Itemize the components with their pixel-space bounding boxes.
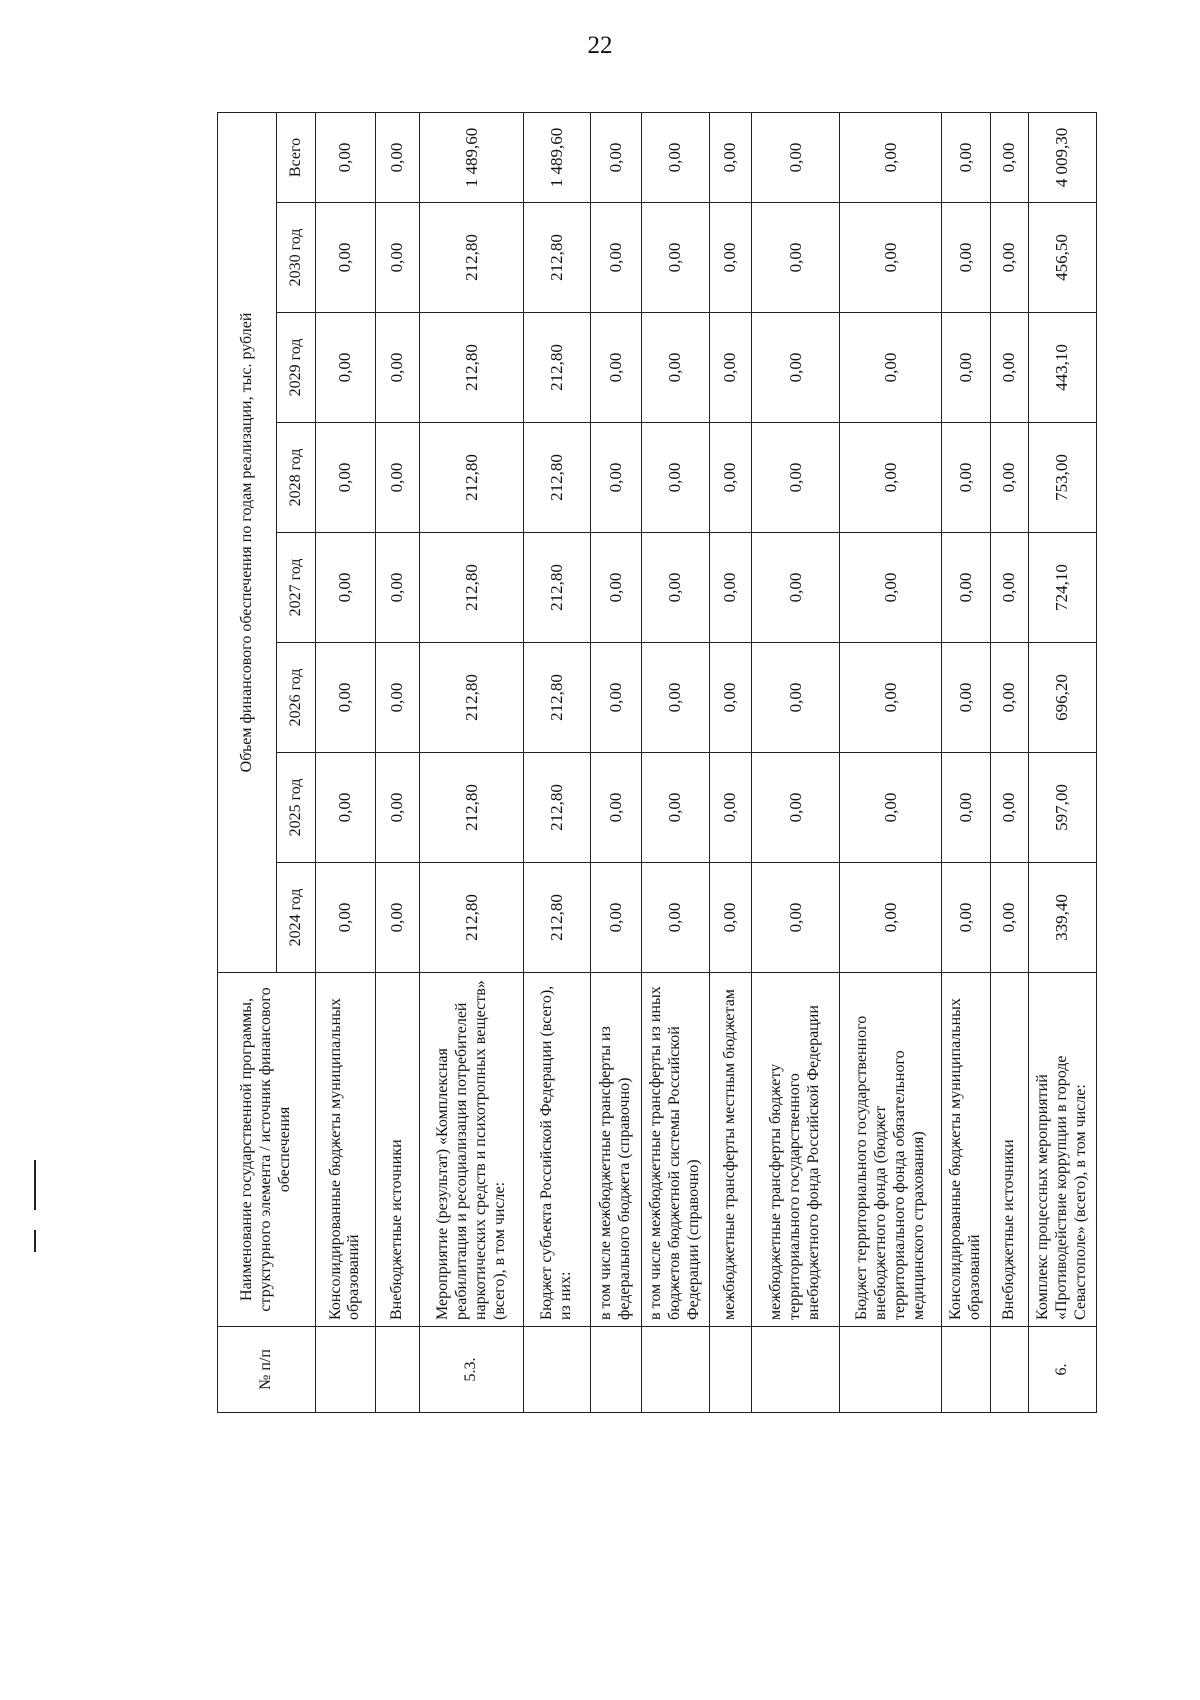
- row-number: [641, 1327, 709, 1413]
- row-number: [316, 1327, 376, 1413]
- row-total-value: 0,00: [709, 112, 751, 202]
- row-year-value: 0,00: [942, 863, 991, 973]
- row-number: [524, 1327, 590, 1413]
- header-year: 2024 год: [277, 863, 316, 973]
- row-year-value: 339,40: [1028, 863, 1096, 973]
- page-number: 22: [587, 32, 613, 59]
- row-year-value: 0,00: [375, 863, 419, 973]
- row-year-value: 0,00: [709, 643, 751, 753]
- table-row: [316, 112, 376, 1412]
- row-name: Мероприятие (результат) «Комплексная реабилитация и ресоциализация потребителей наркотических средств и психотропных веществ» (всего), в том числе:: [420, 973, 524, 1327]
- header-group-title: Объем финансового обеспечения по годам реализации, тыс. рублей: [218, 112, 277, 972]
- row-total-value: 0,00: [991, 112, 1029, 202]
- row-name: Консолидированные бюджеты муниципальных образований: [942, 973, 991, 1327]
- table-body: [316, 112, 1097, 1412]
- row-year-value: 0,00: [991, 533, 1029, 643]
- row-year-value: 0,00: [375, 313, 419, 423]
- row-name: межбюджетные трансферты бюджету территориального государственного внебюджетного фонда Российской Федерации: [751, 973, 840, 1327]
- row-year-value: 212,80: [524, 753, 590, 863]
- table-row: [1028, 112, 1096, 1412]
- table-row: [942, 112, 991, 1412]
- table-row: [840, 112, 942, 1412]
- row-year-value: 0,00: [590, 753, 641, 863]
- row-year-value: 0,00: [751, 203, 840, 313]
- row-year-value: 0,00: [641, 533, 709, 643]
- row-year-value: 0,00: [590, 863, 641, 973]
- row-year-value: 0,00: [375, 423, 419, 533]
- row-year-value: 0,00: [709, 423, 751, 533]
- row-year-value: 0,00: [316, 203, 376, 313]
- row-year-value: 0,00: [991, 863, 1029, 973]
- row-year-value: 0,00: [991, 643, 1029, 753]
- row-name: Комплекс процессных мероприятий «Противодействие коррупции в городе Севастополе» (всего), в том числе:: [1028, 973, 1096, 1327]
- row-year-value: 0,00: [709, 863, 751, 973]
- header-year: 2028 год: [277, 423, 316, 533]
- row-year-value: 212,80: [420, 313, 524, 423]
- row-year-value: 0,00: [316, 753, 376, 863]
- row-year-value: 456,50: [1028, 203, 1096, 313]
- header-year: 2025 год: [277, 753, 316, 863]
- financing-table: [217, 112, 1097, 1413]
- row-year-value: 0,00: [751, 643, 840, 753]
- row-total-value: 0,00: [840, 112, 942, 202]
- row-year-value: 0,00: [840, 313, 942, 423]
- row-year-value: 0,00: [641, 203, 709, 313]
- row-year-value: 0,00: [942, 313, 991, 423]
- table-row: [375, 112, 419, 1412]
- row-number: [751, 1327, 840, 1413]
- row-year-value: 0,00: [590, 423, 641, 533]
- row-number: [942, 1327, 991, 1413]
- header-year: 2030 год: [277, 203, 316, 313]
- row-year-value: 212,80: [420, 533, 524, 643]
- row-year-value: 212,80: [524, 203, 590, 313]
- table-row: [641, 112, 709, 1412]
- row-year-value: 0,00: [641, 313, 709, 423]
- row-name: в том числе межбюджетные трансферты из иных бюджетов бюджетной системы Российской Федерации (справочно): [641, 973, 709, 1327]
- row-year-value: 0,00: [590, 533, 641, 643]
- row-number: [840, 1327, 942, 1413]
- row-year-value: 0,00: [316, 313, 376, 423]
- row-year-value: 0,00: [751, 753, 840, 863]
- table-row: [420, 112, 524, 1412]
- row-year-value: 0,00: [316, 643, 376, 753]
- row-year-value: 443,10: [1028, 313, 1096, 423]
- row-year-value: 0,00: [709, 753, 751, 863]
- row-number: 6.: [1028, 1327, 1096, 1413]
- row-year-value: 212,80: [524, 643, 590, 753]
- row-year-value: 0,00: [942, 203, 991, 313]
- row-year-value: 212,80: [420, 203, 524, 313]
- row-name: в том числе межбюджетные трансферты из федерального бюджета (справочно): [590, 973, 641, 1327]
- row-year-value: 0,00: [991, 423, 1029, 533]
- row-year-value: 0,00: [840, 533, 942, 643]
- row-year-value: 0,00: [751, 863, 840, 973]
- row-year-value: 753,00: [1028, 423, 1096, 533]
- row-total-value: 1 489,60: [420, 112, 524, 202]
- row-year-value: 212,80: [420, 753, 524, 863]
- table-row: [751, 112, 840, 1412]
- row-year-value: 0,00: [641, 423, 709, 533]
- row-year-value: 0,00: [375, 643, 419, 753]
- row-year-value: 0,00: [709, 203, 751, 313]
- row-year-value: 0,00: [840, 863, 942, 973]
- row-year-value: 0,00: [942, 423, 991, 533]
- row-year-value: 0,00: [709, 533, 751, 643]
- row-year-value: 212,80: [420, 863, 524, 973]
- row-total-value: 0,00: [590, 112, 641, 202]
- header-name: Наименование государственной программы, структурного элемента / источник финансового обеспечения: [218, 973, 316, 1327]
- row-year-value: 0,00: [590, 643, 641, 753]
- row-year-value: 0,00: [991, 203, 1029, 313]
- header-year: 2026 год: [277, 643, 316, 753]
- row-year-value: 212,80: [524, 533, 590, 643]
- row-total-value: 0,00: [751, 112, 840, 202]
- row-year-value: 212,80: [420, 643, 524, 753]
- financing-table-rotated: [217, 113, 1097, 1413]
- row-number: [375, 1327, 419, 1413]
- row-year-value: 0,00: [840, 753, 942, 863]
- row-name: Бюджет субъекта Российской Федерации (всего), из них:: [524, 973, 590, 1327]
- row-year-value: 0,00: [942, 643, 991, 753]
- row-total-value: 4 009,30: [1028, 112, 1096, 202]
- row-year-value: 0,00: [751, 533, 840, 643]
- row-number: [590, 1327, 641, 1413]
- row-year-value: 0,00: [840, 203, 942, 313]
- row-number: [991, 1327, 1029, 1413]
- row-number: 5.3.: [420, 1327, 524, 1413]
- margin-mark-short: [34, 1230, 36, 1252]
- row-total-value: 0,00: [316, 112, 376, 202]
- row-name: межбюджетные трансферты местным бюджетам: [709, 973, 751, 1327]
- row-year-value: 212,80: [420, 423, 524, 533]
- row-total-value: 0,00: [641, 112, 709, 202]
- row-year-value: 0,00: [590, 203, 641, 313]
- row-year-value: 212,80: [524, 313, 590, 423]
- row-year-value: 724,10: [1028, 533, 1096, 643]
- table-row: [590, 112, 641, 1412]
- row-year-value: 0,00: [991, 313, 1029, 423]
- row-year-value: 212,80: [524, 863, 590, 973]
- table-row: [524, 112, 590, 1412]
- header-total: Всего: [277, 112, 316, 202]
- row-year-value: 0,00: [375, 533, 419, 643]
- row-year-value: 0,00: [590, 313, 641, 423]
- row-name: Внебюджетные источники: [375, 973, 419, 1327]
- row-year-value: 0,00: [840, 423, 942, 533]
- row-year-value: 0,00: [751, 313, 840, 423]
- row-year-value: 0,00: [942, 533, 991, 643]
- row-number: [709, 1327, 751, 1413]
- row-year-value: 0,00: [316, 423, 376, 533]
- header-number: № п/п: [218, 1327, 316, 1413]
- row-year-value: 0,00: [641, 863, 709, 973]
- row-year-value: 0,00: [991, 753, 1029, 863]
- margin-mark-long: [34, 1160, 36, 1210]
- row-year-value: 0,00: [641, 753, 709, 863]
- row-total-value: 1 489,60: [524, 112, 590, 202]
- row-name: Бюджет территориального государственного внебюджетного фонда (бюджет территориального фонда обязательного медицинского страхования): [840, 973, 942, 1327]
- table-row: [709, 112, 751, 1412]
- row-total-value: 0,00: [942, 112, 991, 202]
- row-year-value: 0,00: [751, 423, 840, 533]
- row-year-value: 0,00: [840, 643, 942, 753]
- row-total-value: 0,00: [375, 112, 419, 202]
- row-year-value: 0,00: [316, 863, 376, 973]
- row-year-value: 0,00: [316, 533, 376, 643]
- row-name: Внебюджетные источники: [991, 973, 1029, 1327]
- row-year-value: 212,80: [524, 423, 590, 533]
- header-year: 2027 год: [277, 533, 316, 643]
- row-year-value: 0,00: [375, 753, 419, 863]
- row-year-value: 0,00: [709, 313, 751, 423]
- row-year-value: 0,00: [942, 753, 991, 863]
- row-year-value: 696,20: [1028, 643, 1096, 753]
- row-year-value: 0,00: [375, 203, 419, 313]
- header-year: 2029 год: [277, 313, 316, 423]
- row-name: Консолидированные бюджеты муниципальных образований: [316, 973, 376, 1327]
- row-year-value: 597,00: [1028, 753, 1096, 863]
- table-row: [991, 112, 1029, 1412]
- row-year-value: 0,00: [641, 643, 709, 753]
